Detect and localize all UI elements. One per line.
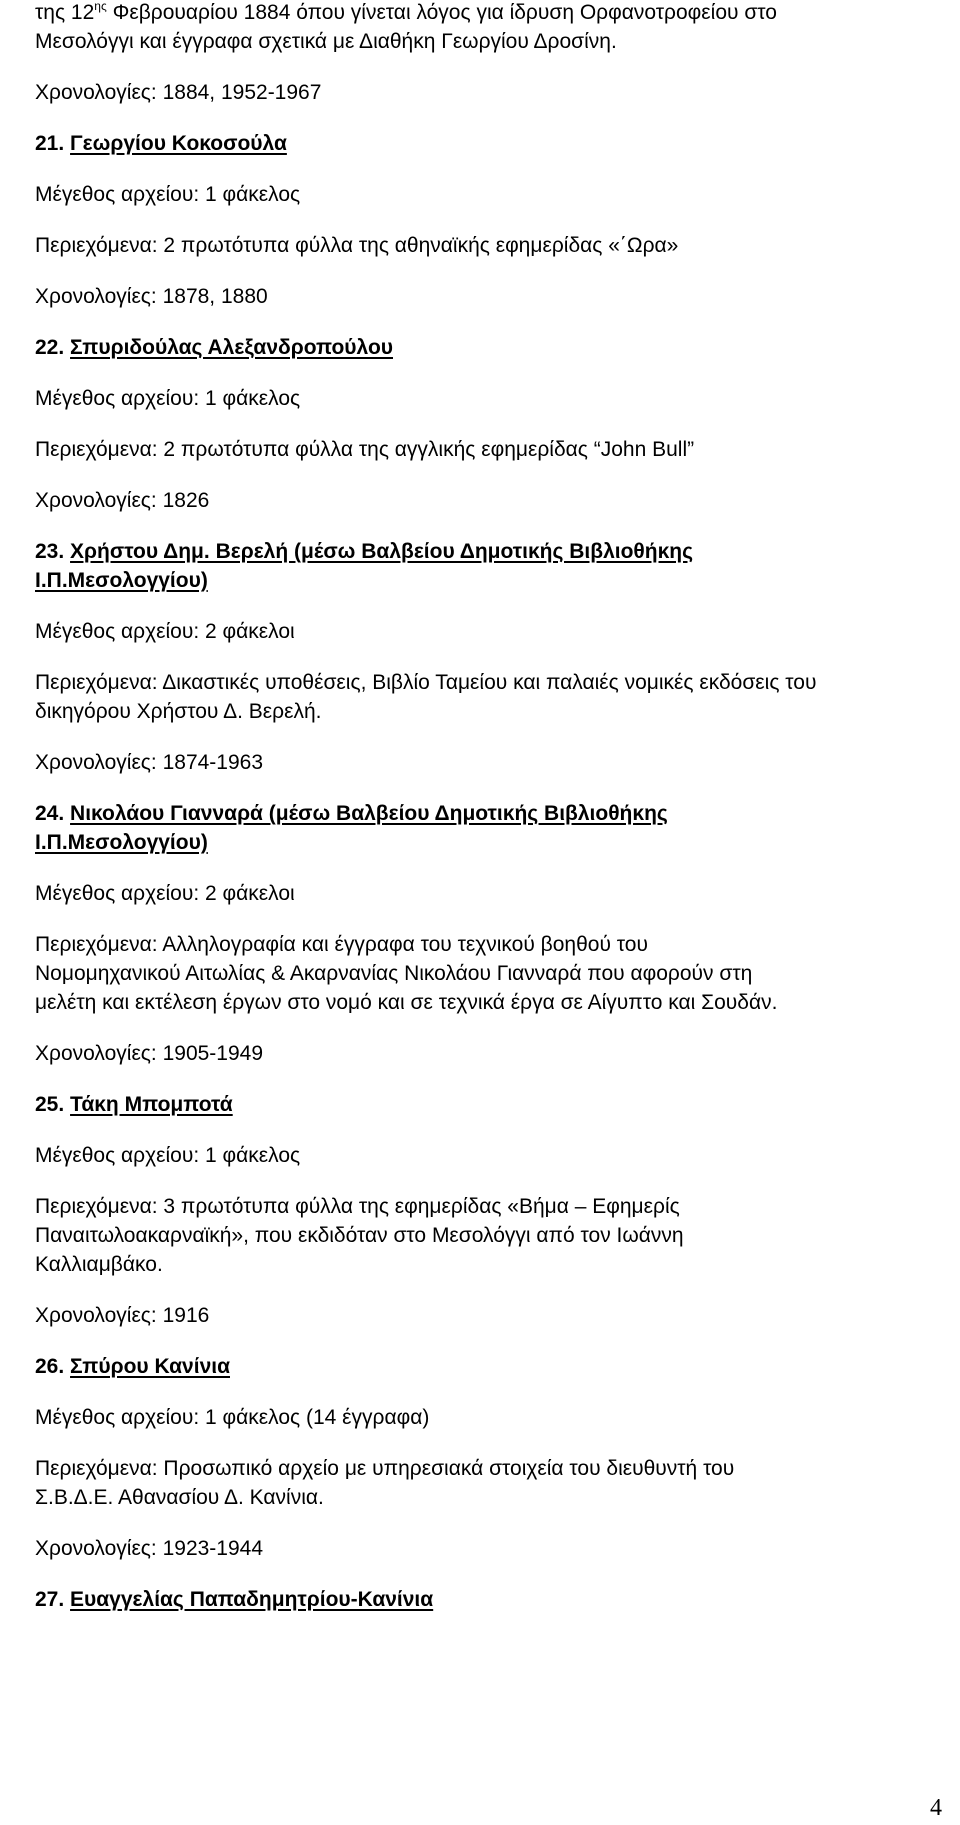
entry-name: Γεωργίου Κοκοσούλα <box>70 132 287 155</box>
intro-line-1-end: Φεβρουαρίου 1884 όπου γίνεται λόγος για ίδρυση Ορφανοτροφείου στο <box>106 1 777 24</box>
intro-line-1-start: της 12 <box>35 1 95 24</box>
entry-22-dates <box>35 486 925 515</box>
entry-23-contents <box>35 668 925 726</box>
entry-number: 24. <box>35 802 65 825</box>
entry-contents-line: Περιεχόμενα: Αλληλογραφία και έγγραφα του τεχνικού βοηθού του <box>35 933 648 956</box>
entry-dates: Χρονολογίες: 1826 <box>35 489 210 512</box>
entry-27-heading <box>35 1585 925 1614</box>
entry-number: 23. <box>35 540 65 563</box>
entry-size: Μέγεθος αρχείου: 1 φάκελος <box>35 1144 301 1167</box>
entry-21-heading <box>35 129 925 158</box>
entry-25-contents <box>35 1192 925 1279</box>
intro-line-2: Μεσολόγγι και έγγραφα σχετικά με Διαθήκη Γεωργίου Δροσίνη. <box>35 30 617 53</box>
entry-22-size <box>35 384 925 413</box>
entry-number: 26. <box>35 1355 65 1378</box>
entry-number: 22. <box>35 336 65 359</box>
entry-contents-line: Σ.Β.Δ.Ε. Αθανασίου Δ. Κανίνια. <box>35 1486 324 1509</box>
entry-dates: Χρονολογίες: 1923-1944 <box>35 1537 264 1560</box>
entry-name: Νικολάου Γιανναρά (μέσω Βαλβείου Δημοτικής Βιβλιοθήκης <box>70 802 668 825</box>
entry-contents-line: μελέτη και εκτέλεση έργων στο νομό και σε τεχνικά έργα σε Αίγυπτο και Σουδάν. <box>35 991 778 1014</box>
entry-dates: Χρονολογίες: 1878, 1880 <box>35 285 268 308</box>
entry-name: Σπύρου Κανίνια <box>70 1355 230 1378</box>
intro-paragraph <box>35 0 925 56</box>
entry-contents-line: Περιεχόμενα: 3 πρωτότυπα φύλλα της εφημερίδας «Βήμα – Εφημερίς <box>35 1195 680 1218</box>
entry-contents-line: Περιεχόμενα: Προσωπικό αρχείο με υπηρεσιακά στοιχεία του διευθυντή του <box>35 1457 735 1480</box>
entry-contents-line: Περιεχόμενα: Δικαστικές υποθέσεις, Βιβλίο Ταμείου και παλαιές νομικές εκδόσεις του <box>35 671 817 694</box>
entry-contents-line: Περιεχόμενα: 2 πρωτότυπα φύλλα της αγγλικής εφημερίδας “John Bull” <box>35 438 695 461</box>
entry-23-size <box>35 617 925 646</box>
entry-23-heading <box>35 537 925 595</box>
entry-24-contents <box>35 930 925 1017</box>
entry-size: Μέγεθος αρχείου: 1 φάκελος <box>35 183 301 206</box>
entry-contents-line: Παναιτωλοακαρναϊκή», που εκδιδόταν στο Μεσολόγγι από τον Ιωάννη <box>35 1224 684 1247</box>
entry-dates: Χρονολογίες: 1916 <box>35 1304 210 1327</box>
entry-25-heading <box>35 1090 925 1119</box>
entry-name-continued: Ι.Π.Μεσολογγίου) <box>35 569 208 592</box>
entry-21-contents <box>35 231 925 260</box>
entry-number: 25. <box>35 1093 65 1116</box>
entry-contents-line: Νομομηχανικού Αιτωλίας & Ακαρνανίας Νικολάου Γιανναρά που αφορούν στη <box>35 962 753 985</box>
entry-24-heading <box>35 799 925 857</box>
entry-name: Τάκη Μπομποτά <box>70 1093 233 1116</box>
entry-dates: Χρονολογίες: 1874-1963 <box>35 751 264 774</box>
page-number: 4 <box>930 1795 942 1821</box>
intro-dates <box>35 78 925 107</box>
intro-dates-text: Χρονολογίες: 1884, 1952-1967 <box>35 81 322 104</box>
entry-size: Μέγεθος αρχείου: 1 φάκελος <box>35 387 301 410</box>
entry-26-heading <box>35 1352 925 1381</box>
entry-size: Μέγεθος αρχείου: 2 φάκελοι <box>35 882 295 905</box>
intro-line-1 <box>35 0 925 27</box>
entry-26-dates <box>35 1534 925 1563</box>
entry-22-heading <box>35 333 925 362</box>
entry-number: 27. <box>35 1588 65 1611</box>
entry-24-dates <box>35 1039 925 1068</box>
entry-24-size <box>35 879 925 908</box>
entry-21-dates <box>35 282 925 311</box>
entry-25-dates <box>35 1301 925 1330</box>
entry-25-size <box>35 1141 925 1170</box>
entry-contents-line: δικηγόρου Χρήστου Δ. Βερελή. <box>35 700 322 723</box>
entry-number: 21. <box>35 132 65 155</box>
entry-23-dates <box>35 748 925 777</box>
entry-size: Μέγεθος αρχείου: 1 φάκελος (14 έγγραφα) <box>35 1406 430 1429</box>
document-body <box>35 0 925 1636</box>
entry-name: Χρήστου Δημ. Βερελή (μέσω Βαλβείου Δημοτικής Βιβλιοθήκης <box>70 540 694 563</box>
entry-contents-line: Καλλιαμβάκο. <box>35 1253 163 1276</box>
entry-name: Σπυριδούλας Αλεξανδροπούλου <box>70 336 393 359</box>
ordinal-superscript: ης <box>94 0 107 13</box>
entry-contents-line: Περιεχόμενα: 2 πρωτότυπα φύλλα της αθηναϊκής εφημερίδας «΄Ωρα» <box>35 234 679 257</box>
entry-size: Μέγεθος αρχείου: 2 φάκελοι <box>35 620 295 643</box>
entry-name: Ευαγγελίας Παπαδημητρίου-Κανίνια <box>70 1588 434 1611</box>
entry-dates: Χρονολογίες: 1905-1949 <box>35 1042 264 1065</box>
entry-26-size <box>35 1403 925 1432</box>
entry-name-continued: Ι.Π.Μεσολογγίου) <box>35 831 208 854</box>
entry-21-size <box>35 180 925 209</box>
entry-26-contents <box>35 1454 925 1512</box>
entry-22-contents <box>35 435 925 464</box>
